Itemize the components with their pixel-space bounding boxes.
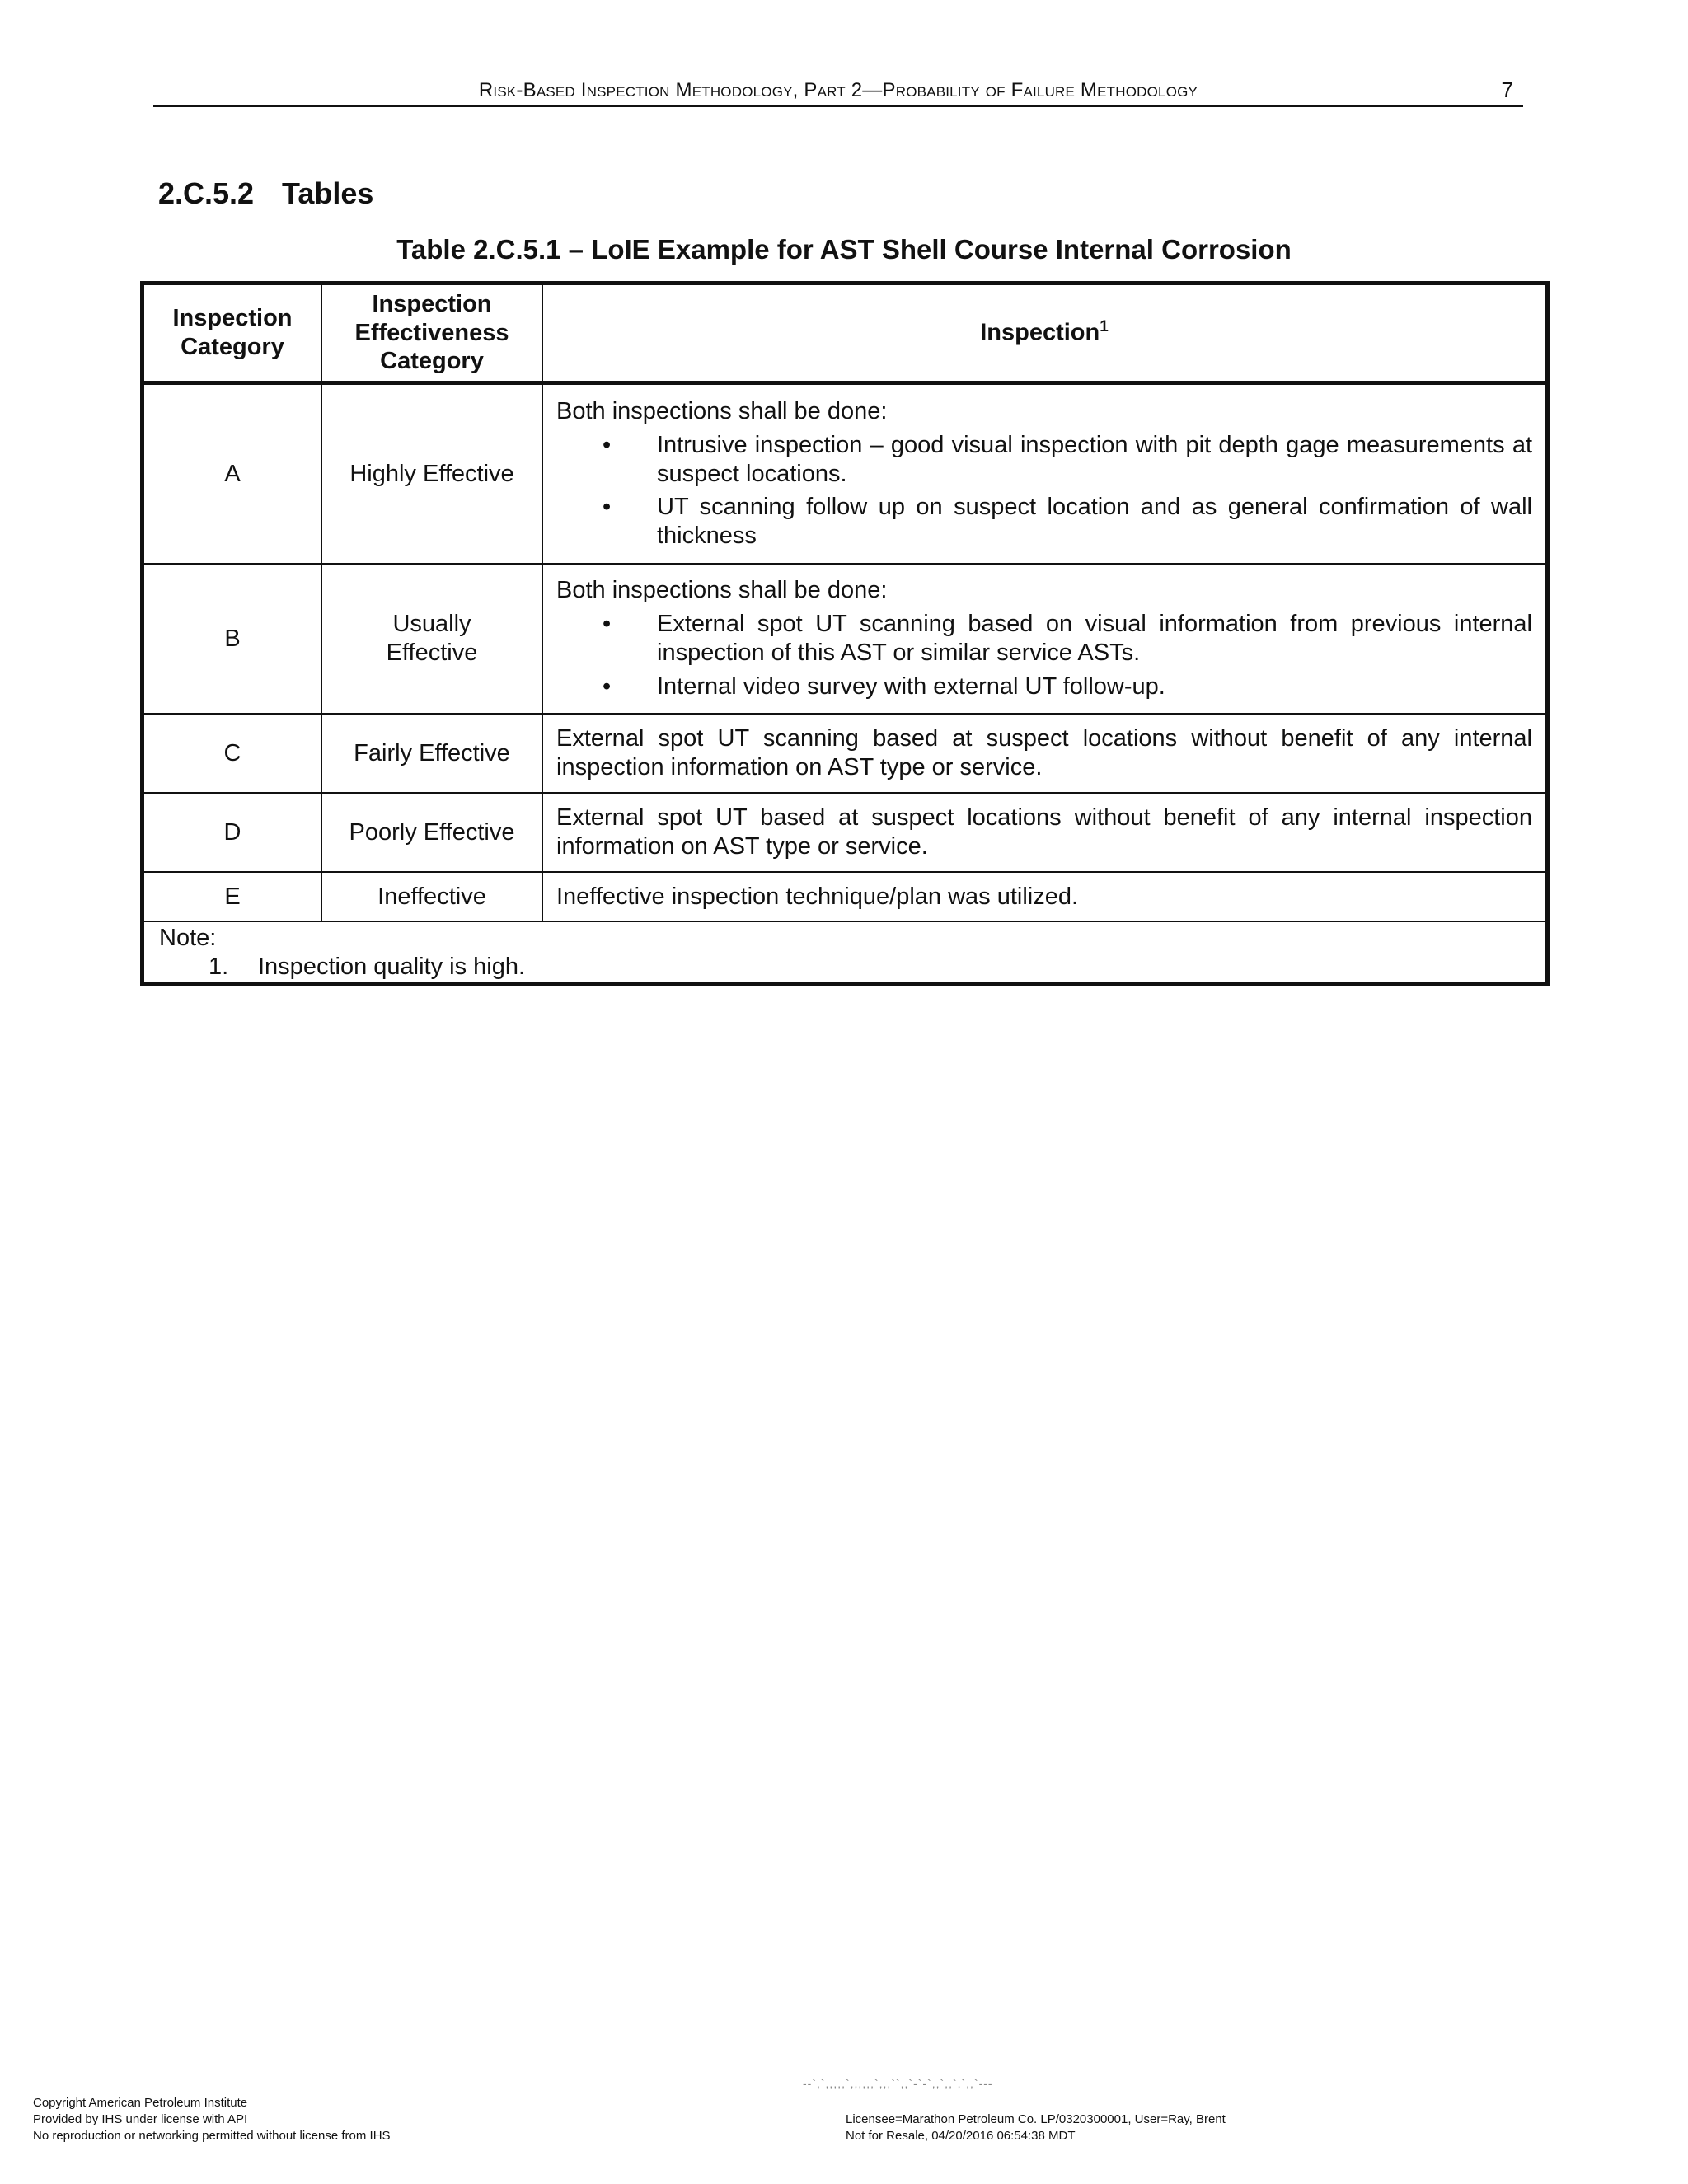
running-header	[153, 77, 1523, 107]
note-label: Note:	[159, 925, 217, 951]
footer-line: Not for Resale, 04/20/2016 06:54:38 MDT	[846, 2129, 1076, 2143]
header-effectiveness-category: Inspection Effectiveness Category	[321, 284, 542, 383]
loie-table	[140, 281, 1550, 986]
page-number: 7	[1501, 77, 1513, 102]
effectiveness-cell	[321, 564, 542, 714]
bullet-icon: •	[603, 494, 612, 521]
footer-line: No reproduction or networking permitted without license from IHS	[33, 2129, 391, 2143]
table-row	[143, 793, 1548, 872]
category-cell: E	[143, 872, 322, 921]
inspection-intro: Both inspections shall be done:	[556, 577, 888, 604]
note-text: Inspection quality is high.	[258, 953, 526, 980]
footer-license	[846, 2111, 1226, 2144]
header-inspection-label: Inspection	[980, 319, 1100, 346]
bullet-icon: •	[603, 431, 612, 458]
effectiveness-cell: Poorly Effective	[321, 793, 542, 872]
scan-marks: --`,`,,,,,`,,,,,,`,,,``,,`-`-`,,`,,`,`,,`---	[803, 2077, 993, 2090]
footer-line: Copyright American Petroleum Institute	[33, 2096, 248, 2110]
inspection-cell: External spot UT scanning based at suspect locations without benefit of any internal inspection information on AST type or service.	[542, 714, 1548, 793]
table-row	[143, 383, 1548, 565]
table-row	[143, 714, 1548, 793]
bullet-icon: •	[603, 611, 612, 638]
category-cell: D	[143, 793, 322, 872]
section-number: 2.C.5.2	[158, 176, 255, 210]
bullet-text: External spot UT scanning based on visual information from previous internal inspection of this AST or similar service ASTs.	[657, 611, 1532, 666]
table-header-row	[143, 284, 1548, 383]
category-cell: B	[143, 564, 322, 714]
section-title: Tables	[282, 176, 374, 210]
section-heading	[158, 176, 373, 211]
footer-line: Provided by IHS under license with API	[33, 2112, 248, 2126]
footnote-marker: 1	[1100, 318, 1109, 336]
note-cell	[143, 921, 1548, 983]
effectiveness-cell: Ineffective	[321, 872, 542, 921]
header-inspection	[542, 284, 1548, 383]
header-inspection-category: Inspection Category	[143, 284, 322, 383]
effectiveness-cell: Highly Effective	[321, 383, 542, 565]
bullet-item	[556, 431, 1532, 489]
bullet-icon: •	[603, 673, 612, 700]
bullet-text: UT scanning follow up on suspect location and as general confirmation of wall thickness	[657, 494, 1532, 550]
footer-line: Licensee=Marathon Petroleum Co. LP/0320300001, User=Ray, Brent	[846, 2112, 1226, 2126]
bullet-text: Internal video survey with external UT follow-up.	[657, 673, 1165, 700]
table-caption: Table 2.C.5.1 – LoIE Example for AST Shell Course Internal Corrosion	[396, 234, 1292, 265]
note-item	[159, 953, 1531, 982]
bullet-text: Intrusive inspection – good visual inspection with pit depth gage measurements at suspect locations.	[657, 431, 1532, 487]
note-number: 1.	[209, 953, 229, 980]
category-cell: C	[143, 714, 322, 793]
bullet-list	[556, 431, 1532, 551]
effectiveness-cell: Fairly Effective	[321, 714, 542, 793]
bullet-item	[556, 610, 1532, 668]
inspection-cell	[542, 383, 1548, 565]
bullet-list	[556, 610, 1532, 701]
inspection-intro: Both inspections shall be done:	[556, 398, 888, 424]
footer-copyright	[33, 2095, 391, 2144]
table-row	[143, 564, 1548, 714]
category-cell: A	[143, 383, 322, 565]
inspection-cell	[542, 564, 1548, 714]
bullet-item	[556, 493, 1532, 551]
table-note-row	[143, 921, 1548, 983]
running-header-title: Risk-Based Inspection Methodology, Part 2—Probability of Failure Methodology	[478, 79, 1198, 101]
inspection-cell: External spot UT based at suspect locations without benefit of any internal inspection information on AST type or service.	[542, 793, 1548, 872]
effectiveness-text: Usually Effective	[386, 611, 478, 666]
bullet-item	[556, 673, 1532, 701]
inspection-cell: Ineffective inspection technique/plan was utilized.	[542, 872, 1548, 921]
table-row	[143, 872, 1548, 921]
